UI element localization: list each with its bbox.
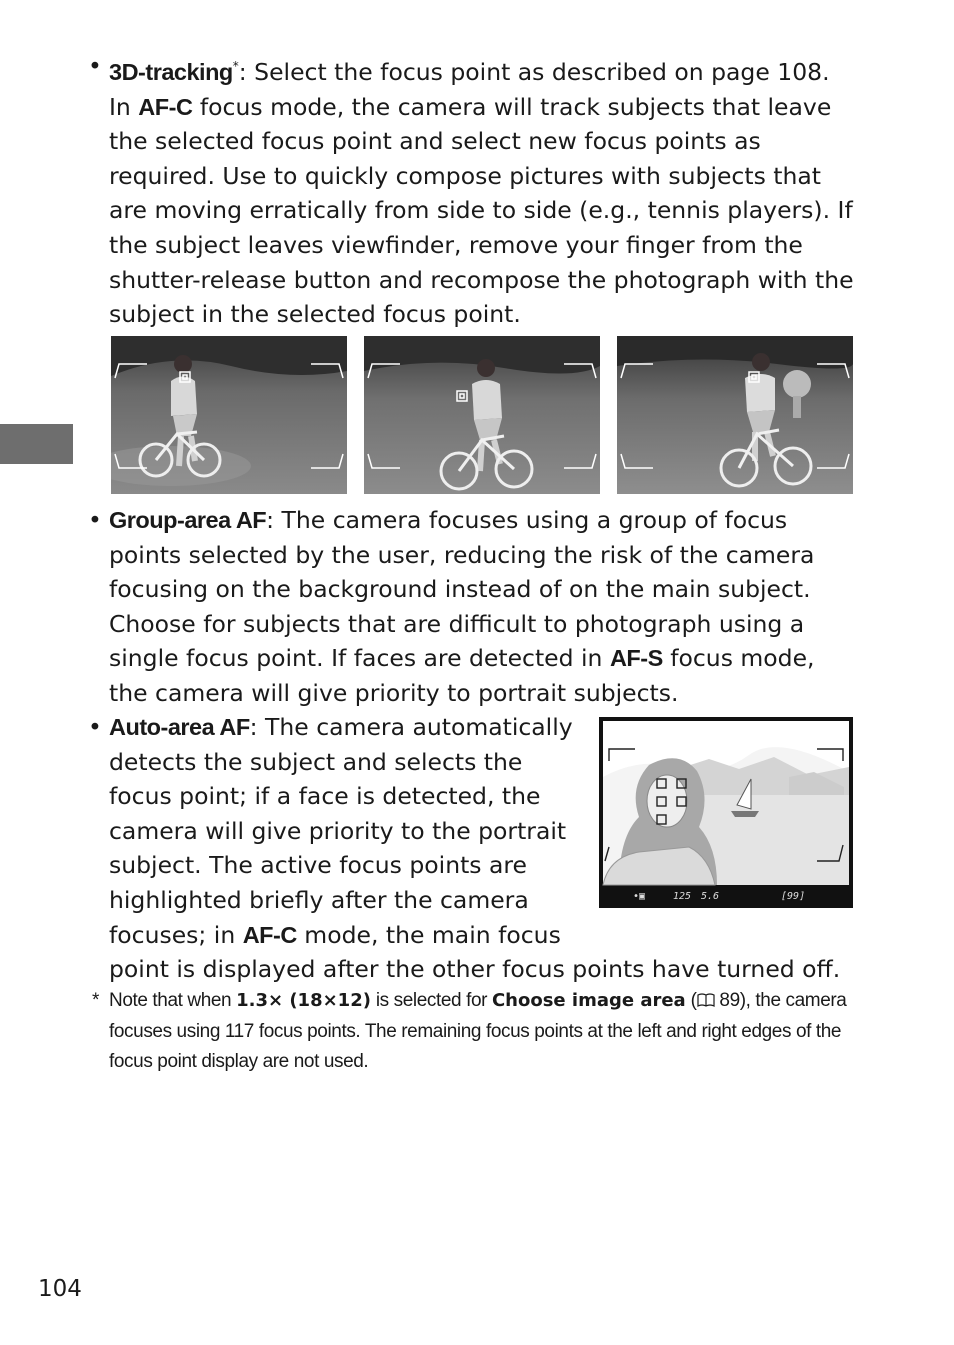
mode-af-c: AF-C <box>242 921 297 948</box>
footnote-text-3b: 89), the camera focuses using 117 focus points. The remaining focus points at the left and right edges of the focus point display are not used. <box>109 990 847 1072</box>
tracking-text-2: focus mode, the camera will track subjects that leave the selected focus point and select new focus points as required. Use to quickly compose pictures with subjects that are moving erratically from side to side (e.g., tennis players). If the subject leaves viewfinder, remove your finger from the shutter-release button and recompose the photograph with the subject in the selected focus point. <box>109 92 854 329</box>
page-number: 104 <box>38 1276 82 1302</box>
tracking-photo-1 <box>111 336 347 494</box>
crop-setting: 1.3× (18×12) <box>236 990 371 1011</box>
auto-line-2: detects the subject and selects the <box>109 747 523 776</box>
auto-line-8: point is displayed after the other focus points have turned off. <box>109 955 841 984</box>
viewfinder-illustration <box>599 717 853 908</box>
mode-af-s: AF-S <box>609 645 663 672</box>
auto-line-4: camera will give priority to the portrait <box>109 816 567 845</box>
footnote-text-3a: ( <box>685 990 697 1011</box>
viewfinder-info-bar <box>629 889 829 904</box>
group-text-1: : The camera focuses using a group of focus points selected by the user, reducing the risk of the camera focusing on the background instead of on the main subject. Choose for subjects that are difficult to photograph using a single focus point. If faces are detected in <box>109 506 815 673</box>
menu-choose-image-area: Choose image area <box>491 990 686 1011</box>
group-text-2: focus mode, the camera will give priority to portrait subjects. <box>109 644 815 707</box>
bullet-group-area <box>88 503 858 711</box>
tracking-photo-2 <box>364 336 600 494</box>
bullet-dot: • <box>88 506 102 534</box>
bullet-dot: • <box>88 52 102 80</box>
vf-shutter: 125 <box>673 891 692 902</box>
auto-line-7 <box>109 918 858 953</box>
footnote <box>88 986 858 1078</box>
vf-shots-value: 99 <box>787 891 800 902</box>
auto-line-6: highlighted briefly after the camera <box>109 885 529 914</box>
book-icon <box>697 993 715 1007</box>
auto-text-1: : The camera automatically <box>249 713 573 741</box>
bullet-body <box>109 49 858 332</box>
footnote-star: * <box>92 990 99 1011</box>
mode-af-c: AF-C <box>138 93 193 120</box>
auto-text-7a: focuses; in <box>109 920 243 949</box>
term-group-area: Group-area AF <box>109 507 267 533</box>
vf-dot-icon: •▣ <box>633 891 646 902</box>
footnote-text-2: is selected for <box>370 990 492 1011</box>
tracking-text-1: : Select the focus point as described on page 108. In <box>109 58 830 121</box>
tracking-photo-strip <box>111 336 853 494</box>
bullet-body <box>109 503 858 711</box>
term-auto-area: Auto-area AF <box>109 714 250 740</box>
footnote-marker[interactable]: * <box>232 59 239 73</box>
chapter-tab <box>0 424 73 464</box>
vf-aperture: 5.6 <box>701 891 720 902</box>
term-3d-tracking: 3D-tracking <box>109 59 233 85</box>
auto-line-5: subject. The active focus points are <box>109 851 528 880</box>
bullet-dot: • <box>88 713 102 741</box>
footnote-body <box>109 986 858 1078</box>
auto-text-7b: mode, the main focus <box>296 920 561 949</box>
footnote-text-1: Note that when <box>109 990 237 1011</box>
tracking-photo-3 <box>617 336 853 494</box>
vf-shots: [99] <box>781 891 806 902</box>
auto-line-3: focus point; if a face is detected, the <box>109 782 541 811</box>
bullet-3d-tracking <box>88 49 858 332</box>
